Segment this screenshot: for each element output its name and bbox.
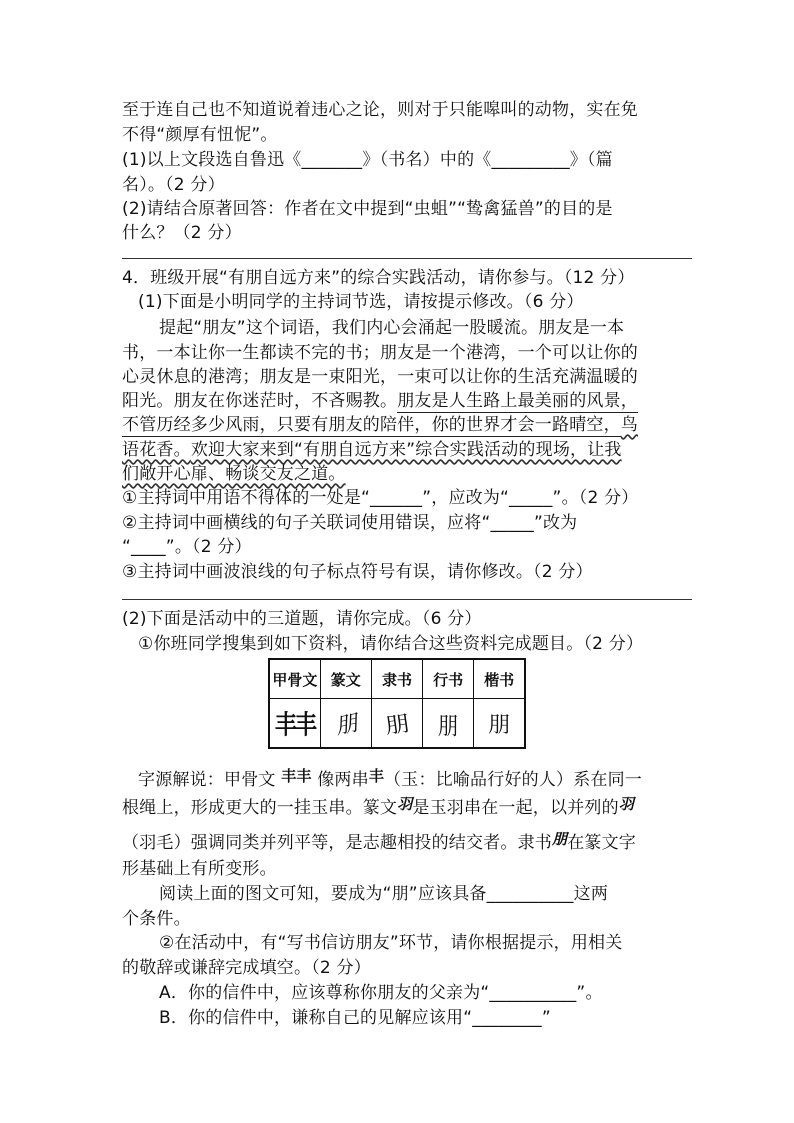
wavy-sentence: 语花香。 xyxy=(122,440,191,460)
clerical-script-glyph-cell xyxy=(371,699,422,749)
task-2-prompt: ②在活动中，有“写书信访朋友”环节，请你根据提示，用相关 xyxy=(159,933,623,953)
etymology-text: 字源解说：甲骨文 xyxy=(138,770,276,790)
table-header-cell: 篆文 xyxy=(320,659,371,699)
oracle-glyph-inline: 丰丰 xyxy=(281,767,312,785)
wavy-sentence: 鸟 xyxy=(620,415,639,435)
question-3-1-score: 名）。（2 分） xyxy=(122,175,225,195)
task-1-question-cont: 个条件。 xyxy=(122,909,191,929)
subquestion-2-cont: “____”。（2 分） xyxy=(122,537,252,557)
passage-line: 不得“颜厚有忸怩”。 xyxy=(122,125,278,145)
table-header-cell: 隶书 xyxy=(371,659,422,699)
subquestion-2: ②主持词中画横线的句子关联词使用错误，应将“_____”改为 xyxy=(122,513,578,533)
etymology-text: （玉：比喻品行好的人）系在同一 xyxy=(384,770,643,790)
host-script-line xyxy=(122,438,622,462)
etymology-text: 根绳上，形成更大的一挂玉串。篆文 xyxy=(122,798,398,818)
question-4-2: (2)下面是活动中的三道题，请你完成。（6 分） xyxy=(122,609,482,629)
clerical-glyph-inline: 朋 xyxy=(552,830,568,848)
host-script-text: 阳光。朋友在你迷茫时，不吝赐教。 xyxy=(122,391,398,411)
etymology-text: 是玉羽串在一起，以并列的 xyxy=(412,798,619,818)
answer-line xyxy=(122,599,692,600)
task-2-item-a: A．你的信件中，应该尊称你朋友的父亲为“__________”。 xyxy=(159,983,603,1003)
host-script-line: 提起“朋友”这个词语，我们内心会涌起一股暖流。朋友是一本 xyxy=(159,318,625,338)
etymology-line xyxy=(122,831,636,855)
task-1-question: 阅读上面的图文可知，要成为“朋”应该具备__________这两 xyxy=(159,884,609,904)
regular-script-glyph-cell xyxy=(474,699,525,749)
wavy-sentence: 们敞开心扉、畅谈交友之道。 xyxy=(122,464,346,484)
task-1-prompt: ①你班同学搜集到如下资料，请你结合这些资料完成题目。（2 分） xyxy=(138,634,644,654)
subquestion-3: ③主持词中画波浪线的句子标点符号有误，请你修改。（2 分） xyxy=(122,562,593,582)
seal-glyph-inline: 羽 xyxy=(397,795,413,813)
host-script-line: 心灵休息的港湾；朋友是一束阳光，一束可以让你的生活充满温暖的 xyxy=(122,367,638,387)
task-2-item-b: B．你的信件中，谦称自己的见解应该用“________” xyxy=(159,1008,551,1028)
etymology-text: （羽毛）强调同类并列平等，是志趣相投的结交者。隶书 xyxy=(122,833,552,853)
etymology-text: 像两串 xyxy=(317,770,369,790)
underlined-sentence: 不管历经多少风雨，只要有朋友的陪伴，你的世界才会一路晴空， xyxy=(122,415,621,435)
host-script-line xyxy=(122,389,638,413)
wavy-sentence: 欢迎大家来到“有朋自远方来”综合实践活动的现场，让我 xyxy=(190,440,622,460)
seal-script-glyph: 朋 xyxy=(332,710,360,740)
etymology-line xyxy=(138,768,642,792)
question-4-1: (1)下面是小明同学的主持词节选，请按提示修改。（6 分） xyxy=(138,292,584,312)
table-header-row xyxy=(269,659,525,699)
host-script-line: 书，一本让你一生都读不完的书；朋友是一个港湾，一个可以让你的 xyxy=(122,343,638,363)
seal-script-glyph-cell xyxy=(320,699,371,749)
passage-line: 至于连自己也不知道说着违心之论，则对于只能嗥叫的动物，实在免 xyxy=(122,100,638,120)
feather-glyph-inline: 羽 xyxy=(618,795,635,813)
oracle-bone-glyph: 丰丰 xyxy=(274,709,315,741)
table-header-cell: 甲骨文 xyxy=(269,659,320,699)
script-evolution-table xyxy=(268,658,526,749)
clerical-script-glyph: 朋 xyxy=(383,710,411,740)
etymology-line xyxy=(122,796,634,820)
question-3-2-cont: 什么？（2 分） xyxy=(122,223,242,243)
subquestion-1: ①主持词中用语不得体的一处是“______”，应改为“_____”。（2 分） xyxy=(122,488,639,508)
table-header-cell: 行书 xyxy=(423,659,474,699)
oracle-bone-glyph-cell xyxy=(269,699,320,749)
table-glyph-row xyxy=(269,699,525,749)
answer-line xyxy=(122,258,692,259)
task-2-prompt-cont: 的敬辞或谦辞完成填空。（2 分） xyxy=(122,958,371,978)
jade-glyph-inline: 丰 xyxy=(368,767,385,785)
host-script-line xyxy=(122,413,638,437)
etymology-text: 在篆文字 xyxy=(567,833,637,853)
question-3-1: (1)以上文段选自鲁迅《_______》（书名）中的《_________》（篇 xyxy=(122,150,613,170)
running-script-glyph-cell xyxy=(423,699,474,749)
question-4-heading: 4．班级开展“有朋自远方来”的综合实践活动，请你参与。（12 分） xyxy=(122,268,635,288)
regular-script-glyph: 朋 xyxy=(488,712,511,738)
underlined-sentence: 朋友是人生路上最美丽的风景， xyxy=(397,391,639,411)
table-header-cell: 楷书 xyxy=(474,659,525,699)
question-3-2: (2)请结合原著回答：作者在文中提到“虫蛆”“鸷禽猛兽”的目的是 xyxy=(122,199,613,219)
host-script-line xyxy=(122,462,346,486)
running-script-glyph: 朋 xyxy=(437,711,459,740)
etymology-line: 形基础上有所变形。 xyxy=(122,859,277,879)
